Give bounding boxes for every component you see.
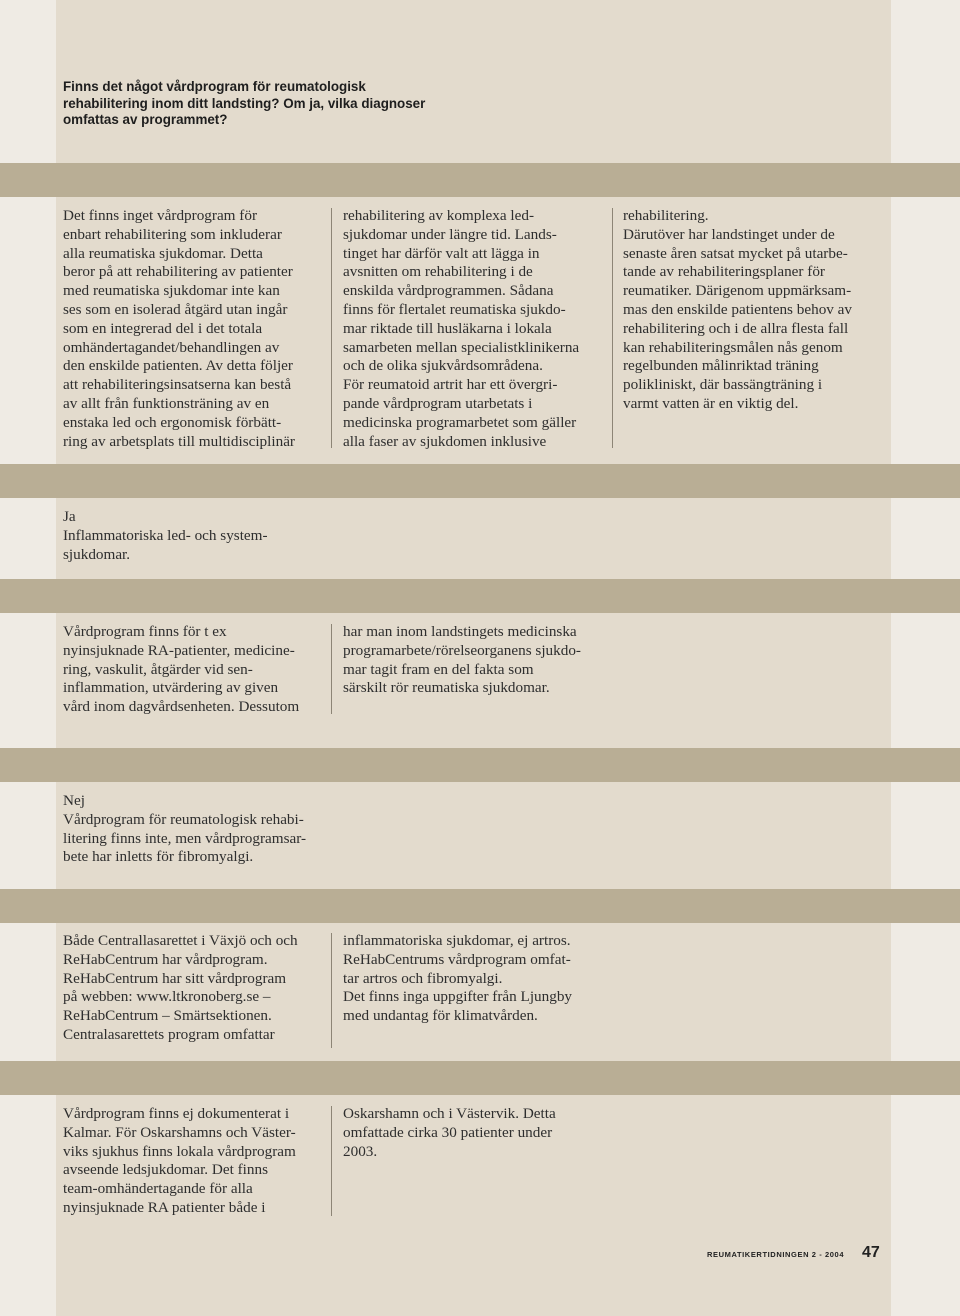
separator-band xyxy=(0,464,960,498)
answer-column: inflammatoriska sjukdomar, ej artros. ReHabCentrums vårdprogram omfat- tar artros och fibromyalgi. Det finns inga uppgifter från Ljungby med undantag för klimatvården. xyxy=(343,932,573,1025)
column-divider xyxy=(331,1106,332,1216)
answer-column: Vårdprogram finns ej dokumenterat i Kalmar. För Oskarshamns och Väster- viks sjukhus finns lokala vårdprogram avseende ledsjukdomar. Det finns team-omhändertagande för alla nyinsjuknade RA patienter både i xyxy=(63,1105,296,1216)
answer-column: Vårdprogram finns för t ex nyinsjuknade RA-patienter, medicine- ring, vaskulit, åtgärder vid sen- inflammation, utvärdering av given vård inom dagvårdsenheten. Dessutom xyxy=(63,623,300,716)
answer-column: har man inom landstingets medicinska programarbete/rörelseorganens sjukdo- mar tagit fram en del fakta som särskilt rör reumatiska sjukdomar. xyxy=(343,623,581,697)
separator-band xyxy=(0,1061,960,1095)
page-number: 47 xyxy=(862,1244,880,1261)
question-heading: Finns det något vårdprogram för reumatologisk rehabilitering inom ditt landsting? Om ja, vilka diagnoser omfattas av programmet? xyxy=(63,79,426,127)
separator-band xyxy=(0,748,960,782)
column-divider xyxy=(331,933,332,1048)
separator-band xyxy=(0,163,960,197)
answer-column: Ja Inflammatoriska led- och system- sjukdomar. xyxy=(63,508,268,563)
answer-column: Oskarshamn och i Västervik. Detta omfattade cirka 30 patienter under 2003. xyxy=(343,1105,556,1160)
column-divider xyxy=(331,208,332,448)
column-divider xyxy=(612,208,613,448)
answer-column: Det finns inget vårdprogram för enbart rehabilitering som inkluderar alla reumatiska sjukdomar. Detta beror på att rehabilitering av patienter med reumatiska sjukdomar inte kan ses som en isolerad åtgärd utan ingår som en integrerad del i det totala omhändertagandet/behandlingen av den enskilde patienten. Av detta följer att rehabiliteringsinsatserna kan bestå av allt från funktionsträning av en enstaka led och ergonomisk förbätt- ring av arbetsplats till multidisciplinär xyxy=(63,207,295,450)
answer-column: Nej Vårdprogram för reumatologisk rehabi- litering finns inte, men vårdprogramsar- bete har inletts för fibromyalgi. xyxy=(63,792,307,866)
separator-band xyxy=(0,889,960,923)
column-divider xyxy=(331,624,332,714)
answer-column: rehabilitering. Därutöver har landstinget under de senaste åren satsat mycket på utarbe- tande av rehabiliteringsplaner för reumatiker. Därigenom uppmärksam- mas den enskilde patientens behov av rehabilitering och i de allra flesta fall kan rehabiliteringsmålen nås genom regelbunden målinriktad träning polikliniskt, där bassängträning i varmt vatten är en viktig del. xyxy=(623,207,853,412)
separator-band xyxy=(0,579,960,613)
answer-column: rehabilitering av komplexa led- sjukdomar under längre tid. Lands- tinget har därför valt att lägga in avsnitten om rehabilitering i de enskilda vårdprogrammen. Sådana finns för flertalet reumatiska sjukdo- mar riktade till husläkarna i lokala samarbeten mellan specialistklinikerna och de olika sjukvårdsområdena. För reumatoid artrit har ett övergri- pande vårdprogram utarbetats i medicinska programarbetet som gäller alla faser av sjukdomen inklusive xyxy=(343,207,580,450)
answer-column: Både Centrallasarettet i Växjö och och ReHabCentrum har vårdprogram. ReHabCentrum har sitt vårdprogram på webben: www.ltkronoberg.se – ReHabCentrum – Smärtsektionen. Centralasarettets program omfattar xyxy=(63,932,298,1043)
publication-name: REUMATIKERTIDNINGEN 2 - 2004 xyxy=(707,1250,845,1259)
